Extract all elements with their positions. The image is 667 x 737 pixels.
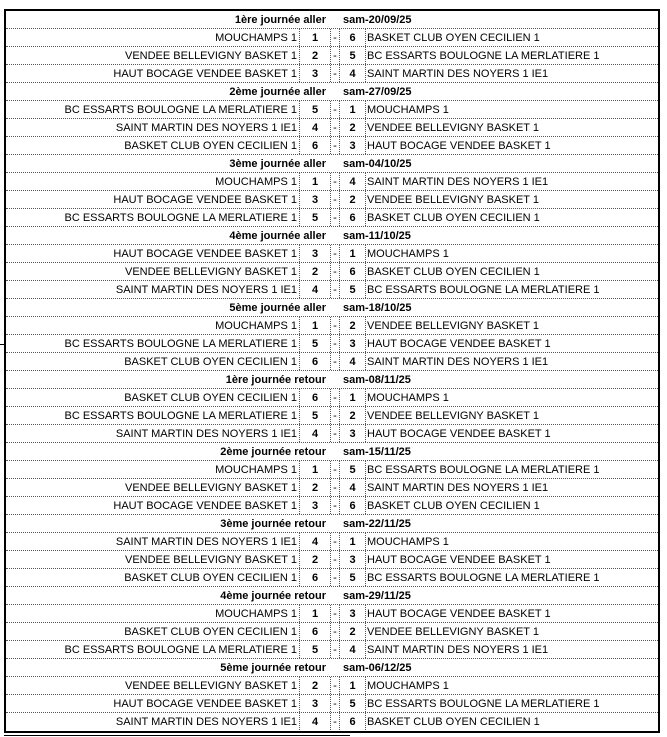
vs-separator: - [331, 425, 340, 442]
home-number: 4 [300, 119, 331, 136]
vs-separator: - [331, 119, 340, 136]
away-team: BASKET CLUB OYEN CECILIEN 1 [367, 32, 540, 44]
home-team: HAUT BOCAGE VENDEE BASKET 1 [6, 191, 300, 208]
away-number: 3 [340, 551, 366, 568]
vs-separator: - [331, 479, 340, 496]
round-header [6, 11, 658, 29]
match-row [6, 641, 658, 659]
home-team: VENDEE BELLEVIGNY BASKET 1 [6, 263, 300, 280]
away-team: SAINT MARTIN DES NOYERS 1 IE1 [367, 356, 549, 368]
away-team: BASKET CLUB OYEN CECILIEN 1 [367, 500, 540, 512]
vs-separator: - [331, 281, 340, 298]
away-number: 1 [340, 245, 366, 262]
home-number: 5 [300, 407, 331, 424]
vs-separator: - [331, 389, 340, 406]
away-number: 6 [340, 263, 366, 280]
match-row [6, 605, 658, 623]
away-team: VENDEE BELLEVIGNY BASKET 1 [367, 122, 540, 134]
home-team: SAINT MARTIN DES NOYERS 1 IE1 [6, 713, 300, 730]
match-row [6, 425, 658, 443]
vs-separator: - [331, 29, 340, 46]
match-row [6, 695, 658, 713]
round-date: sam-20/09/25 [343, 14, 412, 26]
match-row [6, 533, 658, 551]
match-row [6, 191, 658, 209]
away-team: SAINT MARTIN DES NOYERS 1 IE1 [367, 482, 549, 494]
home-number: 3 [300, 497, 331, 514]
match-row [6, 245, 658, 263]
home-team: HAUT BOCAGE VENDEE BASKET 1 [6, 65, 300, 82]
away-number: 6 [340, 29, 366, 46]
round-header [6, 227, 658, 245]
match-row [6, 101, 658, 119]
round-title: 4ème journée aller [229, 230, 326, 242]
round-date: sam-04/10/25 [343, 158, 412, 170]
home-team: HAUT BOCAGE VENDEE BASKET 1 [6, 695, 300, 712]
match-row [6, 551, 658, 569]
clipped-heading [150, 0, 240, 2]
away-number: 3 [340, 137, 366, 154]
vs-separator: - [331, 623, 340, 640]
away-team: SAINT MARTIN DES NOYERS 1 IE1 [367, 644, 549, 656]
round-title: 3ème journée retour [220, 518, 326, 530]
away-team: VENDEE BELLEVIGNY BASKET 1 [367, 410, 540, 422]
vs-separator: - [331, 713, 340, 730]
home-number: 1 [300, 317, 331, 334]
away-team: HAUT BOCAGE VENDEE BASKET 1 [367, 338, 551, 350]
away-team: MOUCHAMPS 1 [367, 392, 449, 404]
home-number: 3 [300, 245, 331, 262]
away-team: SAINT MARTIN DES NOYERS 1 IE1 [367, 68, 549, 80]
away-team: MOUCHAMPS 1 [367, 248, 449, 260]
vs-separator: - [331, 137, 340, 154]
match-row [6, 137, 658, 155]
away-team: BC ESSARTS BOULOGNE LA MERLATIERE 1 [367, 284, 600, 296]
round-date: sam-27/09/25 [343, 86, 412, 98]
home-team: SAINT MARTIN DES NOYERS 1 IE1 [6, 425, 300, 442]
match-row [6, 713, 658, 731]
home-number: 2 [300, 263, 331, 280]
match-row [6, 263, 658, 281]
away-number: 4 [340, 641, 366, 658]
round-title: 4ème journée retour [220, 590, 326, 602]
home-number: 3 [300, 695, 331, 712]
match-row [6, 209, 658, 227]
round-date: sam-15/11/25 [343, 446, 411, 458]
vs-separator: - [331, 569, 340, 586]
vs-separator: - [331, 461, 340, 478]
round-header [6, 299, 658, 317]
home-number: 6 [300, 137, 331, 154]
home-team: BC ESSARTS BOULOGNE LA MERLATIERE 1 [6, 101, 300, 118]
away-number: 5 [340, 47, 366, 64]
match-row [6, 65, 658, 83]
home-team: MOUCHAMPS 1 [6, 461, 300, 478]
away-number: 3 [340, 605, 366, 622]
home-number: 3 [300, 65, 331, 82]
match-row [6, 119, 658, 137]
match-row [6, 47, 658, 65]
home-team: VENDEE BELLEVIGNY BASKET 1 [6, 47, 300, 64]
away-team: BASKET CLUB OYEN CECILIEN 1 [367, 266, 540, 278]
home-number: 5 [300, 101, 331, 118]
match-row [6, 623, 658, 641]
home-team: VENDEE BELLEVIGNY BASKET 1 [6, 479, 300, 496]
home-team: VENDEE BELLEVIGNY BASKET 1 [6, 551, 300, 568]
away-number: 2 [340, 191, 366, 208]
match-row [6, 353, 658, 371]
vs-separator: - [331, 677, 340, 694]
match-row [6, 317, 658, 335]
vs-separator: - [331, 353, 340, 370]
vs-separator: - [331, 533, 340, 550]
vs-separator: - [331, 191, 340, 208]
home-team: BASKET CLUB OYEN CECILIEN 1 [6, 137, 300, 154]
round-title: 5ème journée aller [229, 302, 326, 314]
match-row [6, 281, 658, 299]
away-number: 6 [340, 497, 366, 514]
round-header [6, 443, 658, 461]
away-number: 1 [340, 677, 366, 694]
away-team: BC ESSARTS BOULOGNE LA MERLATIERE 1 [367, 464, 600, 476]
vs-separator: - [331, 65, 340, 82]
round-header [6, 83, 658, 101]
home-number: 4 [300, 281, 331, 298]
home-team: MOUCHAMPS 1 [6, 605, 300, 622]
away-number: 2 [340, 119, 366, 136]
round-date: sam-06/12/25 [343, 662, 412, 674]
away-number: 2 [340, 317, 366, 334]
away-team: MOUCHAMPS 1 [367, 104, 449, 116]
home-team: BASKET CLUB OYEN CECILIEN 1 [6, 389, 300, 406]
home-number: 2 [300, 677, 331, 694]
home-team: HAUT BOCAGE VENDEE BASKET 1 [6, 497, 300, 514]
match-row [6, 389, 658, 407]
home-number: 3 [300, 191, 331, 208]
home-team: BC ESSARTS BOULOGNE LA MERLATIERE 1 [6, 209, 300, 226]
away-team: HAUT BOCAGE VENDEE BASKET 1 [367, 428, 551, 440]
home-number: 4 [300, 425, 331, 442]
row-marker [0, 344, 5, 345]
round-title: 3ème journée aller [229, 158, 326, 170]
away-team: HAUT BOCAGE VENDEE BASKET 1 [367, 554, 551, 566]
away-team: VENDEE BELLEVIGNY BASKET 1 [367, 194, 540, 206]
away-team: BC ESSARTS BOULOGNE LA MERLATIERE 1 [367, 572, 600, 584]
home-number: 2 [300, 47, 331, 64]
round-date: sam-08/11/25 [343, 374, 411, 386]
vs-separator: - [331, 173, 340, 190]
round-date: sam-18/10/25 [343, 302, 412, 314]
home-number: 1 [300, 461, 331, 478]
match-row [6, 497, 658, 515]
home-team: BASKET CLUB OYEN CECILIEN 1 [6, 623, 300, 640]
home-number: 1 [300, 173, 331, 190]
away-number: 6 [340, 713, 366, 730]
home-number: 2 [300, 551, 331, 568]
round-title: 2ème journée retour [220, 446, 326, 458]
home-team: BC ESSARTS BOULOGNE LA MERLATIERE 1 [6, 641, 300, 658]
home-number: 6 [300, 569, 331, 586]
match-row [6, 569, 658, 587]
home-number: 6 [300, 623, 331, 640]
round-header [6, 587, 658, 605]
home-number: 4 [300, 713, 331, 730]
away-number: 4 [340, 65, 366, 82]
home-number: 6 [300, 353, 331, 370]
away-team: VENDEE BELLEVIGNY BASKET 1 [367, 626, 540, 638]
vs-separator: - [331, 101, 340, 118]
away-number: 2 [340, 407, 366, 424]
vs-separator: - [331, 641, 340, 658]
away-team: BC ESSARTS BOULOGNE LA MERLATIERE 1 [367, 50, 600, 62]
home-team: SAINT MARTIN DES NOYERS 1 IE1 [6, 281, 300, 298]
away-number: 1 [340, 389, 366, 406]
round-header [6, 659, 658, 677]
schedule-table [4, 9, 660, 733]
home-team: HAUT BOCAGE VENDEE BASKET 1 [6, 245, 300, 262]
away-number: 5 [340, 281, 366, 298]
away-number: 2 [340, 623, 366, 640]
home-team: MOUCHAMPS 1 [6, 29, 300, 46]
away-number: 4 [340, 353, 366, 370]
round-date: sam-22/11/25 [343, 518, 411, 530]
round-title: 1ère journée aller [234, 14, 326, 26]
vs-separator: - [331, 263, 340, 280]
round-title: 5ème journée retour [220, 662, 326, 674]
home-team: BC ESSARTS BOULOGNE LA MERLATIERE 1 [6, 407, 300, 424]
vs-separator: - [331, 245, 340, 262]
home-team: BASKET CLUB OYEN CECILIEN 1 [6, 569, 300, 586]
round-title: 2ème journée aller [229, 86, 326, 98]
match-row [6, 479, 658, 497]
away-number: 1 [340, 533, 366, 550]
away-team: BASKET CLUB OYEN CECILIEN 1 [367, 716, 540, 728]
round-date: sam-11/10/25 [343, 230, 411, 242]
home-number: 5 [300, 209, 331, 226]
vs-separator: - [331, 695, 340, 712]
vs-separator: - [331, 317, 340, 334]
match-row [6, 677, 658, 695]
away-number: 4 [340, 479, 366, 496]
away-team: SAINT MARTIN DES NOYERS 1 IE1 [367, 176, 549, 188]
match-row [6, 461, 658, 479]
home-number: 1 [300, 605, 331, 622]
away-team: BC ESSARTS BOULOGNE LA MERLATIERE 1 [367, 698, 600, 710]
round-title: 1ère journée retour [225, 374, 326, 386]
match-row [6, 29, 658, 47]
away-team: HAUT BOCAGE VENDEE BASKET 1 [367, 608, 551, 620]
away-number: 6 [340, 209, 366, 226]
away-number: 1 [340, 101, 366, 118]
vs-separator: - [331, 335, 340, 352]
away-team: MOUCHAMPS 1 [367, 680, 449, 692]
home-team: MOUCHAMPS 1 [6, 317, 300, 334]
vs-separator: - [331, 47, 340, 64]
vs-separator: - [331, 407, 340, 424]
home-team: SAINT MARTIN DES NOYERS 1 IE1 [6, 119, 300, 136]
match-row [6, 173, 658, 191]
match-row [6, 335, 658, 353]
vs-separator: - [331, 605, 340, 622]
home-number: 4 [300, 533, 331, 550]
away-team: VENDEE BELLEVIGNY BASKET 1 [367, 320, 540, 332]
away-team: MOUCHAMPS 1 [367, 536, 449, 548]
home-team: BC ESSARTS BOULOGNE LA MERLATIERE 1 [6, 335, 300, 352]
bottom-line [4, 735, 350, 736]
match-row [6, 407, 658, 425]
round-header [6, 515, 658, 533]
home-team: SAINT MARTIN DES NOYERS 1 IE1 [6, 533, 300, 550]
round-date: sam-29/11/25 [343, 590, 411, 602]
home-number: 1 [300, 29, 331, 46]
home-number: 2 [300, 479, 331, 496]
round-header [6, 371, 658, 389]
away-number: 5 [340, 695, 366, 712]
home-number: 6 [300, 389, 331, 406]
home-number: 5 [300, 641, 331, 658]
vs-separator: - [331, 497, 340, 514]
away-team: BASKET CLUB OYEN CECILIEN 1 [367, 212, 540, 224]
home-team: MOUCHAMPS 1 [6, 173, 300, 190]
away-number: 3 [340, 425, 366, 442]
vs-separator: - [331, 209, 340, 226]
round-header [6, 155, 658, 173]
away-number: 5 [340, 461, 366, 478]
home-team: VENDEE BELLEVIGNY BASKET 1 [6, 677, 300, 694]
away-number: 3 [340, 335, 366, 352]
home-number: 5 [300, 335, 331, 352]
home-team: BASKET CLUB OYEN CECILIEN 1 [6, 353, 300, 370]
away-number: 4 [340, 173, 366, 190]
away-team: HAUT BOCAGE VENDEE BASKET 1 [367, 140, 551, 152]
away-number: 5 [340, 569, 366, 586]
vs-separator: - [331, 551, 340, 568]
